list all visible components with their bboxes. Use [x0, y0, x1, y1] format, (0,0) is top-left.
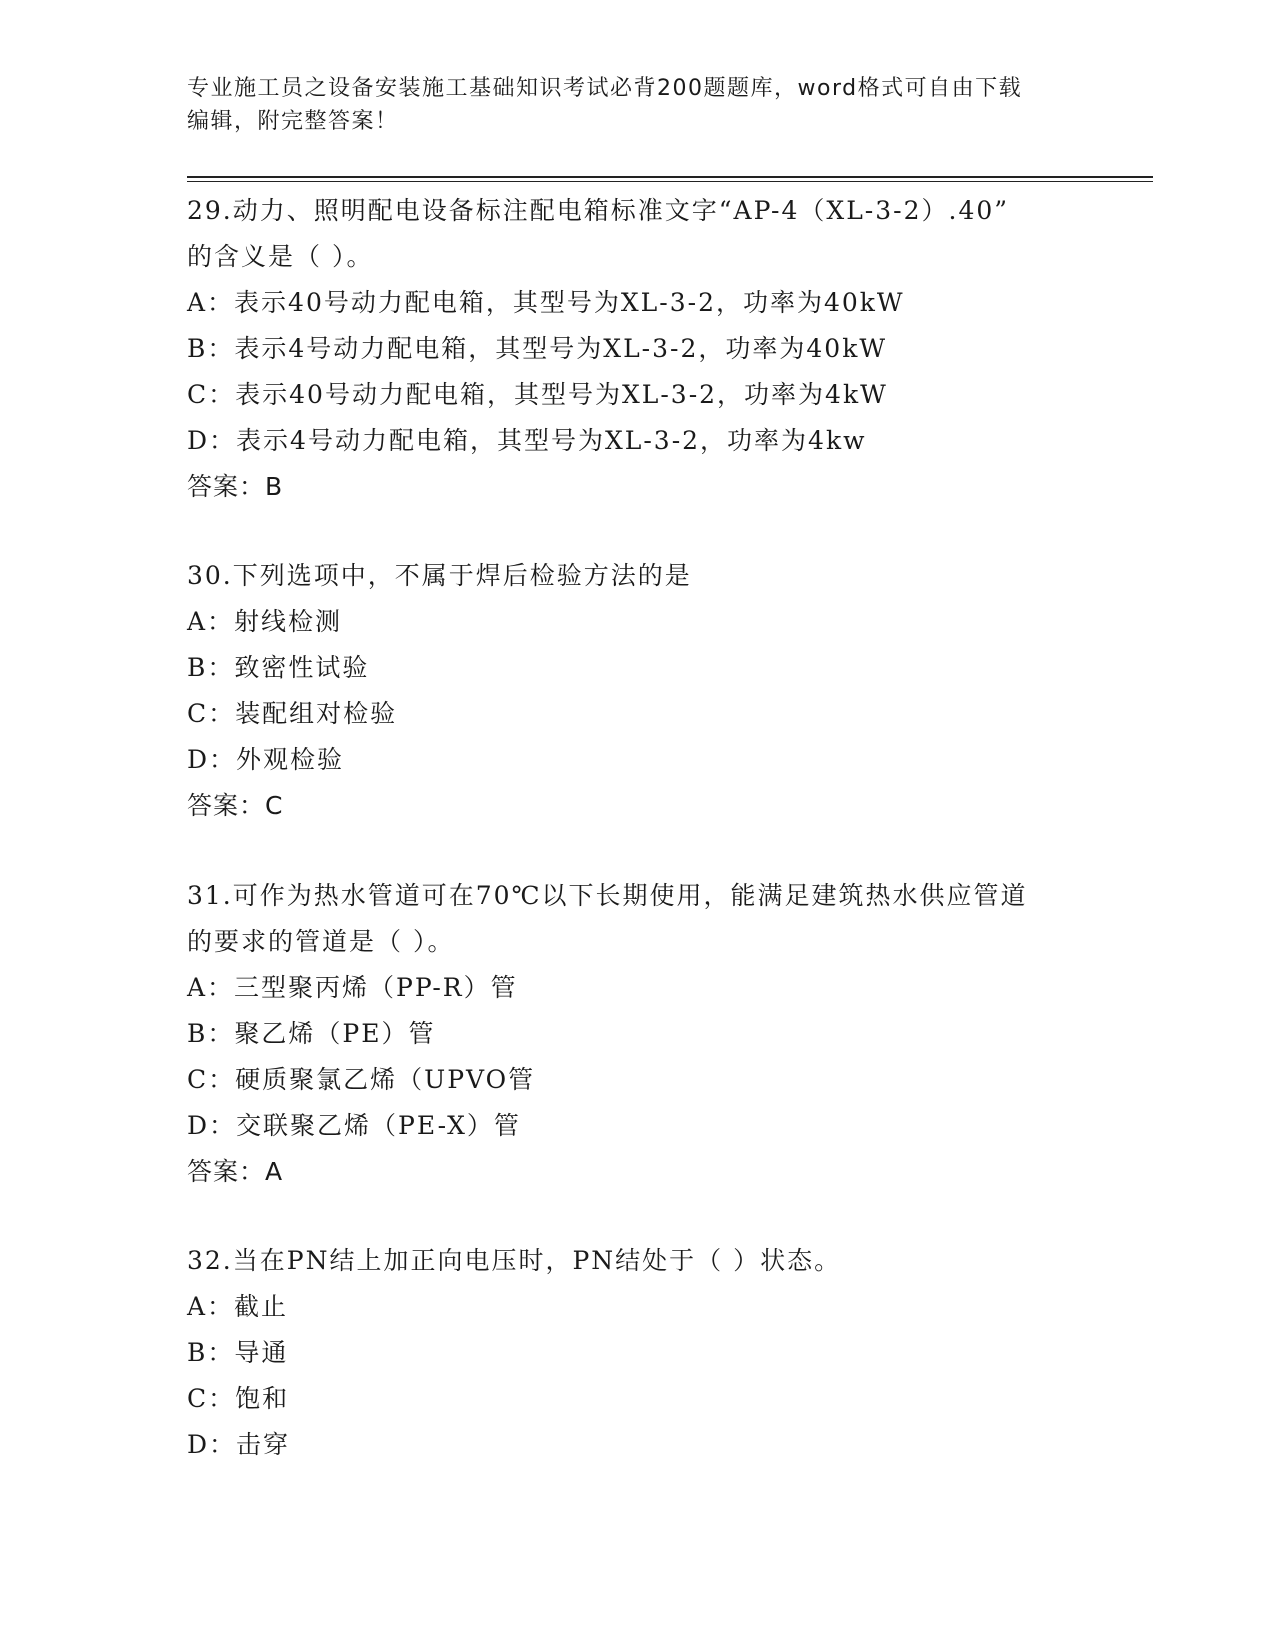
question-32: [187, 1238, 1087, 1468]
option-b: B：致密性试验: [187, 653, 370, 682]
option-c: C：硬质聚氯乙烯（UPVO管: [187, 1065, 536, 1094]
option-b: B：表示4号动力配电箱，其型号为XL-3-2，功率为40kW: [187, 334, 888, 363]
option-b: B：聚乙烯（PE）管: [187, 1019, 436, 1048]
question-stem: 的要求的管道是（ ）。: [187, 927, 455, 956]
option-d: D：交联聚乙烯（PE-X）管: [187, 1111, 521, 1140]
option-c: C：装配组对检验: [187, 699, 398, 728]
header-divider: [187, 176, 1153, 178]
option-d: D：击穿: [187, 1430, 291, 1459]
answer: 答案：B: [187, 472, 284, 501]
question-stem: 的含义是（ ）。: [187, 242, 374, 271]
question-stem: 31.可作为热水管道可在70℃以下长期使用，能满足建筑热水供应管道: [187, 881, 1028, 910]
option-a: A：截止: [187, 1292, 289, 1321]
header-divider: [187, 181, 1153, 182]
question-stem: 32.当在PN结上加正向电压时，PN结处于（ ）状态。: [187, 1246, 842, 1275]
option-c: C：表示40号动力配电箱，其型号为XL-3-2，功率为4kW: [187, 380, 888, 409]
option-d: D：外观检验: [187, 745, 345, 774]
header-line: 专业施工员之设备安装施工基础知识考试必背200题题库，word格式可自由下载: [187, 76, 1023, 101]
option-a: A：射线检测: [187, 607, 343, 636]
option-d: D：表示4号动力配电箱，其型号为XL-3-2，功率为4kw: [187, 426, 867, 455]
question-31: [187, 873, 1087, 1195]
document-header: [187, 72, 1087, 138]
option-b: B：导通: [187, 1338, 289, 1367]
answer: 答案：C: [187, 791, 284, 820]
question-30: [187, 553, 1087, 829]
answer: 答案：A: [187, 1157, 284, 1186]
question-29: [187, 188, 1087, 510]
option-a: A：表示40号动力配电箱，其型号为XL-3-2，功率为40kW: [187, 288, 905, 317]
question-stem: 29.动力、照明配电设备标注配电箱标准文字“AP-4（XL-3-2）.40”: [187, 196, 1010, 225]
option-c: C：饱和: [187, 1384, 290, 1413]
header-line: 编辑，附完整答案！: [187, 109, 399, 134]
option-a: A：三型聚丙烯（PP-R）管: [187, 973, 518, 1002]
question-stem: 30.下列选项中，不属于焊后检验方法的是: [187, 561, 692, 590]
